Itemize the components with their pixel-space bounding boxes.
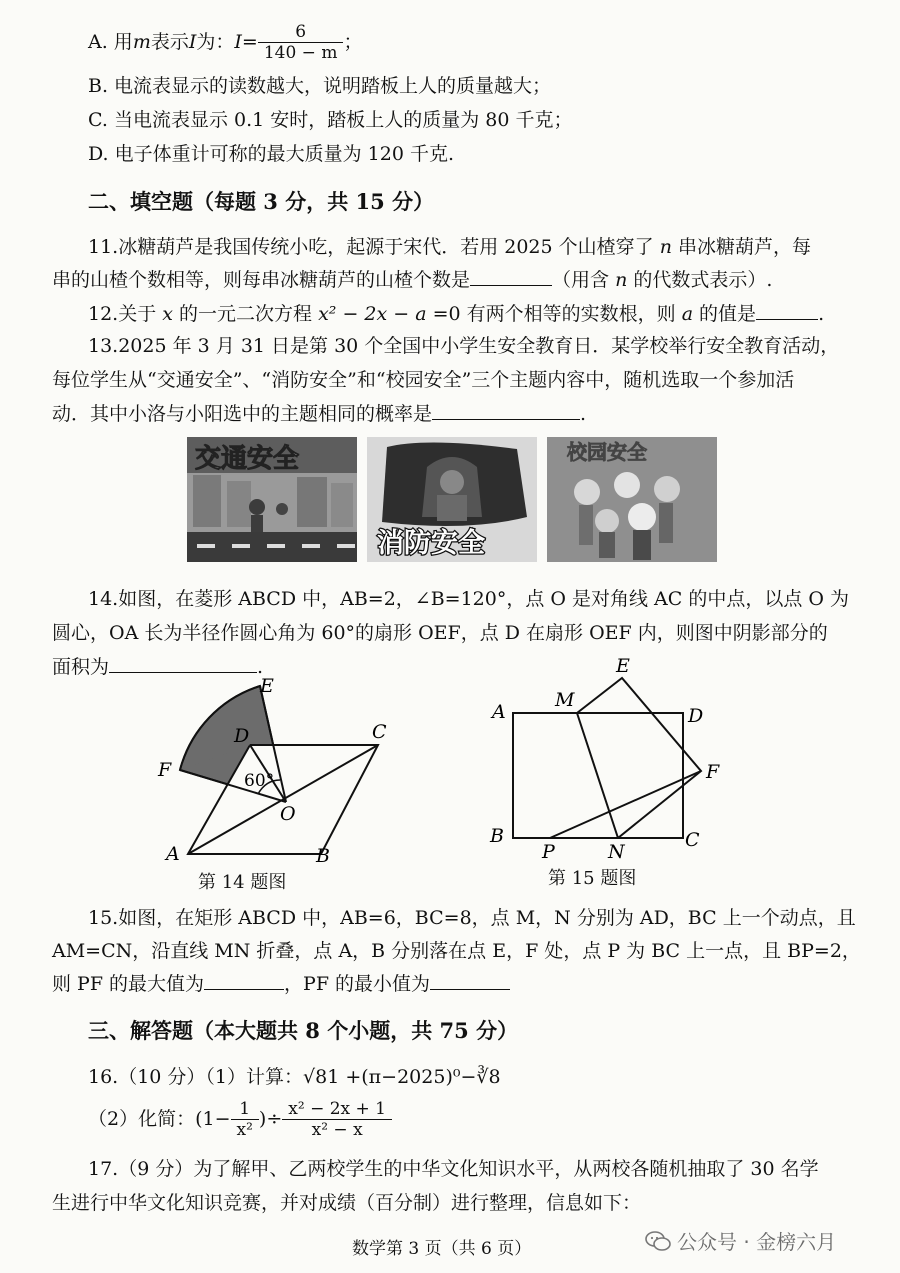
option-a-mid: 表示 [150, 31, 189, 53]
var-i: I [188, 31, 197, 53]
question-15-line-1: 15.如图，在矩形 ABCD 中，AB=6，BC=8，点 M，N 分别为 AD，BC 上一个动点，且 [88, 907, 856, 929]
q12-text-b: 的一元二次方程 [172, 303, 319, 325]
question-13-line-1: 13.2025 年 3 月 31 日是第 30 个全国中小学生安全教育日．某学校举行安全教育活动， [88, 335, 840, 357]
var-x: x [162, 303, 173, 325]
watermark [645, 1226, 836, 1255]
figure-15-caption: 第 15 题图 [548, 868, 637, 889]
q13-text: 动．其中小洛与小阳选中的主题相同的概率是 [52, 403, 433, 425]
option-a-end: ； [343, 31, 363, 53]
figure-14-caption: 第 14 题图 [198, 872, 287, 893]
label-m: M [555, 689, 575, 711]
campus-safety-image [547, 437, 717, 562]
q12-end: . [818, 303, 825, 325]
q14-text: 面积为 [52, 656, 110, 678]
answer-blank-15-max[interactable] [204, 969, 284, 990]
label-n: N [608, 841, 625, 863]
traffic-safety-label: 交通安全 [195, 444, 300, 474]
label-d: D [234, 725, 250, 747]
fraction-numerator: 6 [258, 22, 344, 43]
question-15-line-2: AM=CN，沿直线 MN 折叠，点 A，B 分别落在点 E，F 处，点 P 为 BC 上一点，且 BP=2， [52, 940, 861, 962]
section-title-solutions: 三、解答题（本大题共 8 个小题，共 75 分） [88, 1018, 519, 1043]
fraction-denominator: x² − x [311, 1119, 363, 1140]
var-a: a [681, 303, 694, 325]
fraction-numerator: 1 [231, 1099, 259, 1120]
fraction-polynomial [282, 1099, 392, 1140]
angle-label: 60° [244, 771, 275, 791]
q13-end: . [580, 403, 587, 425]
question-17-line-1: 17.（9 分）为了解甲、乙两校学生的中华文化知识水平，从两校各随机抽取了 30 名学 [88, 1158, 819, 1180]
figure-15 [480, 650, 730, 870]
fire-safety-label: 消防安全 [377, 528, 485, 559]
q14-end: . [257, 656, 264, 678]
label-a: A [492, 701, 506, 723]
label-b: B [490, 825, 504, 847]
option-b: B. 电流表显示的读数越大，说明踏板上人的质量越大； [88, 75, 552, 97]
figure-14 [150, 676, 410, 866]
option-a-text: A. 用 [88, 31, 133, 53]
q16-expression: √81 +(π−2025)⁰−∛8 [303, 1066, 501, 1088]
question-11-line-2 [52, 265, 772, 294]
label-c: C [685, 829, 700, 851]
label-e: E [616, 655, 630, 677]
answer-blank-13[interactable] [432, 399, 580, 420]
q11-text-a: 11.冰糖葫芦是我国传统小吃，起源于宋代．若用 2025 个山楂穿了 [88, 236, 660, 258]
question-16-part-2 [88, 1094, 392, 1144]
quadratic-expression: x² − 2x − a [318, 303, 427, 325]
section-title-fill-in: 二、填空题（每题 3 分，共 15 分） [88, 189, 435, 214]
question-17-line-2: 生进行中华文化知识竞赛，并对成绩（百分制）进行整理，信息如下： [52, 1192, 642, 1214]
question-12 [88, 299, 824, 328]
fraction-denominator: x² [236, 1119, 253, 1140]
var-m: m [132, 31, 151, 53]
label-f: F [158, 759, 172, 781]
option-d: D. 电子体重计可称的最大质量为 120 千克. [88, 143, 455, 165]
q11-text-c: 串的山楂个数相等，则每串冰糖葫芦的山楂个数是 [52, 269, 471, 291]
label-b: B [316, 845, 330, 866]
question-16-part-1 [88, 1063, 501, 1091]
label-e: E [260, 676, 274, 697]
q12-text-c: =0 有两个相等的实数根，则 [426, 303, 682, 325]
label-p: P [542, 841, 555, 863]
division-sign: )÷ [258, 1108, 283, 1130]
q16-text-a: 16.（10 分）（1）计算： [88, 1066, 304, 1088]
fold-line-mn [577, 713, 618, 838]
label-a: A [166, 843, 180, 865]
question-14-line-1: 14.如图，在菱形 ABCD 中，AB=2，∠B=120°，点 O 是对角线 AC 的中点，以点 O 为 [88, 588, 850, 610]
answer-blank-14[interactable] [109, 652, 257, 673]
label-d: D [688, 705, 704, 727]
label-f: F [706, 761, 720, 783]
fraction-numerator: x² − 2x + 1 [282, 1099, 392, 1120]
fraction-current [258, 22, 344, 63]
segment-pf [550, 771, 701, 838]
fraction-one-over-x-squared [231, 1099, 259, 1140]
question-14-line-2: 圆心，OA 长为半径作圆心角为 60°的扇形 OEF，点 D 在扇形 OEF 内，则图中阴影部分的 [52, 622, 828, 644]
option-a [88, 20, 362, 64]
q11-text-b: 串冰糖葫芦，每 [671, 236, 811, 258]
var-n: n [659, 236, 672, 258]
question-11-line-1 [88, 233, 811, 261]
label-c: C [372, 721, 387, 743]
question-13-line-2: 每位学生从“交通安全”、“消防安全”和“校园安全”三个主题内容中，随机选取一个参加活 [52, 369, 795, 391]
watermark-text: 公众号 · 金榜六月 [677, 1230, 837, 1254]
var-n-2: n [615, 269, 628, 291]
q12-text-a: 12.关于 [88, 303, 163, 325]
q11-text-e: 的代数式表示）. [627, 269, 773, 291]
question-13-line-3 [52, 399, 586, 428]
equals-sign: = [241, 31, 258, 53]
fire-safety-image [367, 437, 537, 562]
question-15-line-3 [52, 969, 510, 998]
q15-text-b: ，PF 的最小值为 [284, 973, 431, 995]
answer-blank-15-min[interactable] [430, 969, 510, 990]
wechat-icon [645, 1230, 671, 1252]
q12-text-d: 的值是 [693, 303, 757, 325]
traffic-safety-image [187, 437, 357, 562]
campus-safety-label: 校园安全 [567, 440, 647, 464]
q15-text-a: 则 PF 的最大值为 [52, 973, 205, 995]
q16-text-b: （2）化简：(1− [88, 1108, 231, 1130]
label-o: O [280, 803, 296, 825]
option-a-colon: 为： [196, 31, 235, 53]
q11-text-d: （用含 [552, 269, 616, 291]
answer-blank-11[interactable] [470, 265, 552, 286]
page-footer: 数学第 3 页（共 6 页） [352, 1239, 532, 1259]
answer-blank-12[interactable] [756, 299, 818, 320]
var-i-2: I [234, 31, 242, 53]
option-c: C. 当电流表显示 0.1 安时，踏板上人的质量为 80 千克； [88, 109, 573, 131]
fraction-denominator: 140 − m [263, 42, 338, 63]
